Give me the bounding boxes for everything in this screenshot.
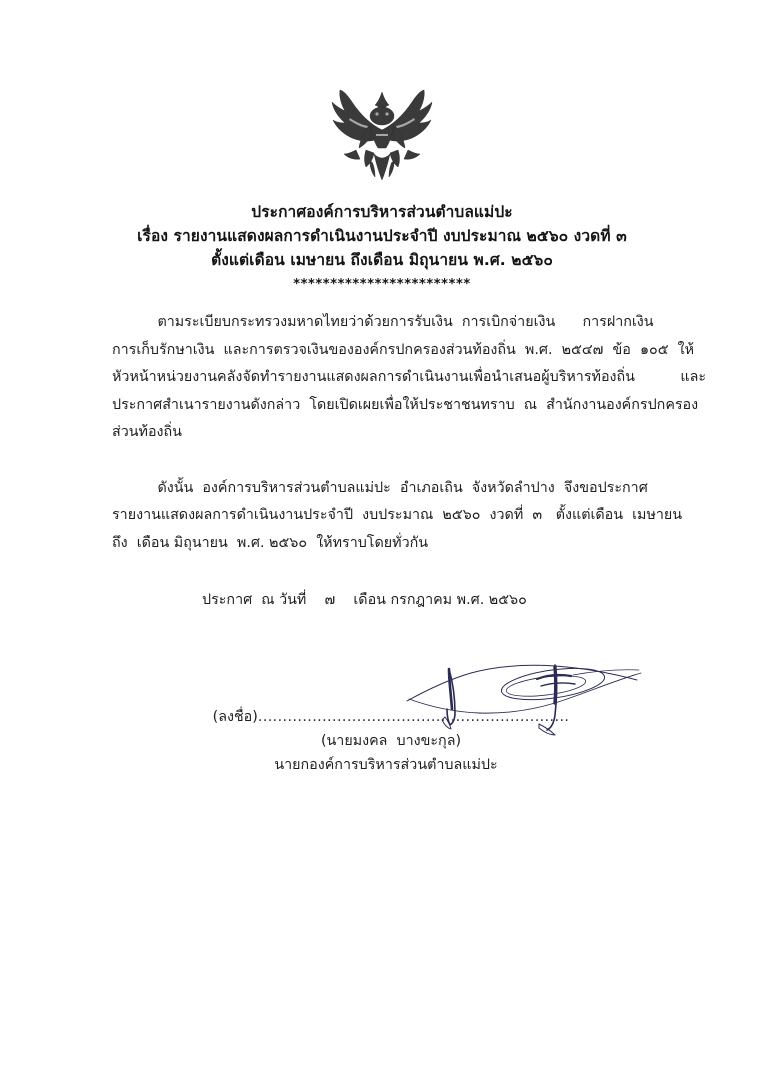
paragraph-line: ตามระเบียบกระทรวงมหาดไทยว่าด้วยการรับเงิน การเบิกจ่ายเงิน การฝากเงิน <box>112 314 654 330</box>
announcement-title-line-1: ประกาศองค์การบริหารส่วนตำบลแม่ปะ <box>251 203 513 221</box>
paragraph-line: รายงานแสดงผลการดำเนินงานประจำปี งบประมาณ ๒๕๖๐ งวดที่ ๓ ตั้งแต่เดือน เมษายน <box>112 507 683 523</box>
garuda-emblem-icon <box>326 84 438 188</box>
signature-text-rows <box>0 705 764 777</box>
announcement-date-line: ประกาศ ณ วันที่ ๗ เดือน กรกฎาคม พ.ศ. ๒๕๖๐ <box>202 592 527 608</box>
signature-leader-row <box>0 705 764 729</box>
paragraph-line: ส่วนท้องถิ่น <box>112 424 182 440</box>
emblem-container <box>0 84 764 188</box>
title-block <box>0 200 764 296</box>
paragraph-line: ประกาศสำเนารายงานดังกล่าว โดยเปิดเผยเพื่อให้ประชาชนทราบ ณ สำนักงานองค์กรปกครอง <box>112 396 699 413</box>
paragraph-regulation-reference <box>112 309 707 447</box>
announcement-title-line-3: ตั้งแต่เดือน เมษายน ถึงเดือน มิถุนายน พ.ศ. ๒๕๖๐ <box>211 251 553 269</box>
paragraph-announcement-declaration <box>112 475 683 558</box>
paragraph-line: การเก็บรักษาเงิน และการตรวจเงินขององค์กรปกครองส่วนท้องถิ่น พ.ศ. ๒๕๔๗ ข้อ ๑๐๕ ให้ <box>112 341 695 358</box>
signature-dotted-line: ............................................................... <box>257 709 570 725</box>
paragraph-line: ดังนั้น องค์การบริหารส่วนตำบลแม่ปะ อำเภอเถิน จังหวัดลำปาง จึงขอประกาศ <box>112 479 648 496</box>
paragraph-line: หัวหน้าหน่วยงานคลังจัดทำรายงานแสดงผลการดำเนินงานเพื่อนำเสนอผู้บริหารท้องถิ่น และ <box>112 369 707 385</box>
signer-position: นายกองค์การบริหารส่วนตำบลแม่ปะ <box>274 757 498 773</box>
body-block <box>112 309 707 615</box>
signer-name: (นายมงคล บางขะกุล) <box>320 733 462 749</box>
paragraph-line: ถึง เดือน มิถุนายน พ.ศ. ๒๕๖๐ ให้ทราบโดยทั่วกัน <box>112 534 429 551</box>
signature-label: (ลงชื่อ) <box>212 709 258 725</box>
announcement-title-line-2: เรื่อง รายงานแสดงผลการดำเนินงานประจำปี งบประมาณ ๒๕๖๐ งวดที่ ๓ <box>137 227 627 245</box>
asterisk-divider: ************************ <box>293 277 471 292</box>
